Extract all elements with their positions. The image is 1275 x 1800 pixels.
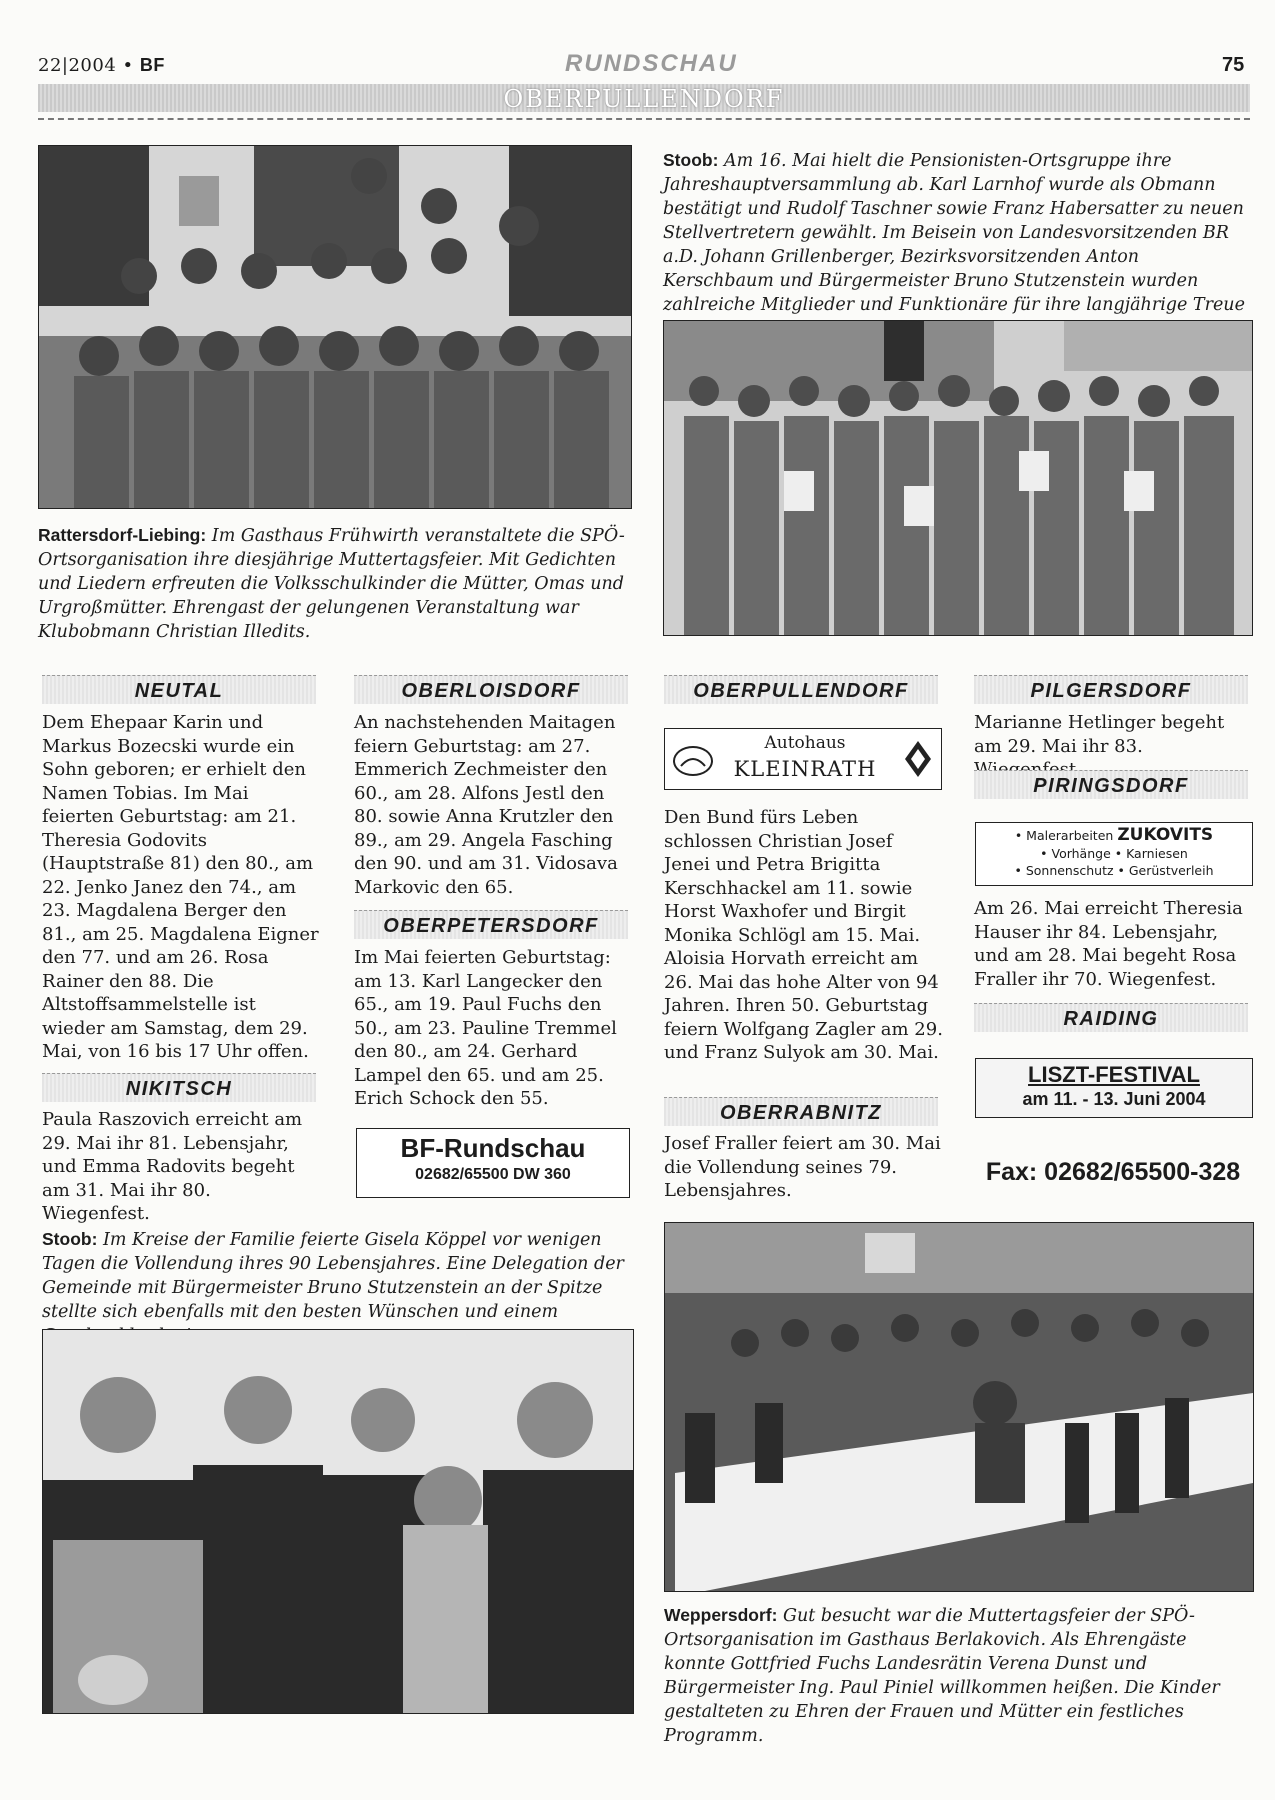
caption-stoob-pensioners: [663, 148, 1248, 341]
fax-number: Fax: 02682/65500-328: [985, 1158, 1241, 1186]
ad-autohaus-line1: Autohaus: [764, 733, 846, 753]
photo-children-group: [38, 145, 632, 509]
text-oberpetersdorf: Im Mai feierten Geburtstag: am 13. Karl Langecker den 65., am 19. Paul Fuchs den 50., am 23. Pauline Tremmel den 80., am 24. Gerhard Lampel den 65. und am 25. Erich Schock den 55.: [354, 947, 617, 1109]
caption-text: Gut besucht war die Muttertagsfeier der SPÖ-Ortsorganisation im Gasthaus Berlakovich. Als Ehrengäste konnte Gottfried Fuchs Landesrätin Verena Dunst und Bürgermeister Ing. Paul Piniel willkommen heißen. Die Kinder gestalteten zu Ehren der Frauen und Mütter ein festliches Programm.: [664, 1606, 1220, 1746]
text-neutal: Dem Ehepaar Karin und Markus Bozecski wurde ein Sohn geboren; er erhielt den Namen Tobias. Im Mai feierten Geburtstag: am 21. Theresia Godovits (Hauptstraße 81) den 80., am 22. Jenko Janez den 74., am 23. Magdalena Berger den 81., am 25. Magdalena Eigner den 77. und am 26. Rosa Rainer den 88. Die Altstoffsammelstelle ist wieder am Samstag, dem 29. Mai, von 16 bis 17 Uhr offen.: [42, 712, 319, 1062]
text-oberrabnitz: Josef Fraller feiert am 30. Mai die Vollendung seines 79. Lebensjahres.: [664, 1133, 941, 1201]
heading-piringsdorf: PIRINGSDORF: [974, 770, 1248, 799]
ad-liszt-festival: [975, 1058, 1253, 1118]
ad-liszt-dates: am 11. - 13. Juni 2004: [1022, 1089, 1206, 1109]
caption-rattersdorf: [38, 523, 630, 644]
caption-weppersdorf: [664, 1603, 1250, 1748]
caption-text: Im Kreise der Familie feierte Gisela Köppel vor wenigen Tagen die Vollendung ihres 90 Lebensjahres. Eine Delegation der Gemeinde mit Bürgermeister Bruno Stutzenstein an der Spitze stellte sich ebenfalls mit den besten Wünschen und einem: [42, 1230, 624, 1322]
text-oberloisdorf: An nachstehenden Maitagen feiern Geburtstag: am 27. Emmerich Zechmeister den 60., am 28. Alfons Jestl den 80. sowie Anna Krutzler den 89., am 29. Angela Fasching den 90. und am 31. Vidosava Markovic den 65.: [354, 712, 618, 898]
photo-hall-celebration: [664, 1222, 1254, 1592]
ad-zukovits-prefix: • Malerarbeiten: [1014, 828, 1114, 843]
photo-pensioners-group: [663, 320, 1253, 636]
section-title: RUNDSCHAU: [565, 50, 738, 77]
heading-oberloisdorf: OBERLOISDORF: [354, 675, 628, 704]
ad-bf-phone: 02682/65500 DW 360: [415, 1166, 571, 1183]
text-pilgersdorf: Marianne Hetlinger begeht am 29. Mai ihr 83.: [974, 712, 1225, 757]
heading-oberpetersdorf: OBERPETERSDORF: [354, 910, 628, 939]
caption-text: Am 16. Mai hielt die Pensionisten-Ortsgruppe ihre Jahreshauptversammlung ab. Karl Larnhof wurde als Obmann bestätigt und Rudolf Taschner sowie Franz Habersatter zu neuen Stellvertretern gewählt. Im Beisein von Landesvorsitzenden BR a.D. Johann Grillenberger, Bezirksvorsitzenden Anton Kerschbaum und Bürgermeister Bruno Stutzenstein wurden zahlreiche Mitglieder und Funktionäre für ihre langjährige Treue: [663, 151, 1245, 315]
heading-raiding: RAIDING: [974, 1003, 1248, 1032]
ad-zukovits: [975, 822, 1253, 886]
header-divider: [38, 118, 1250, 120]
heading-neutal: NEUTAL: [42, 675, 316, 704]
mazda-logo-icon: [673, 746, 713, 776]
ad-autohaus-line2: KLEINRATH: [733, 757, 877, 781]
region-band: [38, 84, 1250, 112]
heading-oberpullendorf: OBERPULLENDORF: [664, 675, 938, 704]
ad-bf-title: BF-Rundschau: [400, 1133, 586, 1163]
page-number: 75: [1222, 54, 1245, 76]
heading-oberrabnitz: OBERRABNITZ: [664, 1097, 938, 1126]
text-piringsdorf: Am 26. Mai erreicht Theresia Hauser ihr 84. Lebensjahr, und am 28. Mai begeht Rosa Fraller ihr 70. Wiegenfest.: [974, 898, 1243, 990]
ad-zukovits-name: ZUKOVITS: [1117, 825, 1214, 845]
caption-text: Im Gasthaus Frühwirth veranstaltete die SPÖ-Ortsorganisation ihre diesjährige Muttertagsfeier. Mit Gedichten und Liedern erfreuten die Volksschulkinder die Mütter, Omas und Urgroßmütter. Ehrengast der gelungenen Veranstaltung war Klubobmann Christian Illedits.: [38, 526, 625, 642]
caption-place: Stoob:: [663, 150, 719, 170]
renault-logo-icon: [903, 739, 933, 783]
text-oberpullendorf: Den Bund fürs Leben schlossen Christian Josef Jenei und Petra Brigitta Kerschhackel am 11. sowie Horst Waxhofer und Birgit Monika Schlögl am 15. Mai. Aloisia Horvath erreicht am 26. Mai das hohe Alter von 94 Jahren. Ihren 50. Geburtstag feiern Wolfgang Zagler am 29. und Franz Sulyok am 30. Mai.: [664, 807, 943, 1063]
ad-autohaus-kleinrath: [664, 728, 942, 790]
caption-place: Weppersdorf:: [664, 1605, 778, 1625]
caption-place: Rattersdorf-Liebing:: [38, 525, 207, 545]
brand: BF: [139, 55, 165, 75]
photo-delegation: [42, 1329, 634, 1714]
ad-zukovits-line3: • Sonnenschutz • Gerüstverleih: [1014, 863, 1214, 878]
ad-bf-rundschau: [356, 1128, 630, 1198]
region-title: OBERPULLENDORF: [503, 85, 785, 113]
text-nikitsch: Paula Raszovich erreicht am 29. Mai ihr 81. Lebensjahr, und Emma Radovits begeht am 31. Mai ihr 80. Wiegenfest.: [42, 1109, 303, 1224]
issue-date: 22|2004 •: [38, 55, 134, 76]
issue-number: [38, 55, 165, 76]
heading-nikitsch: NIKITSCH: [42, 1073, 316, 1102]
caption-place: Stoob:: [42, 1229, 98, 1249]
ad-zukovits-line2: • Vorhänge • Karniesen: [1040, 846, 1188, 861]
ad-liszt-title: LISZT-FESTIVAL: [1028, 1062, 1200, 1087]
heading-pilgersdorf: PILGERSDORF: [974, 675, 1248, 704]
